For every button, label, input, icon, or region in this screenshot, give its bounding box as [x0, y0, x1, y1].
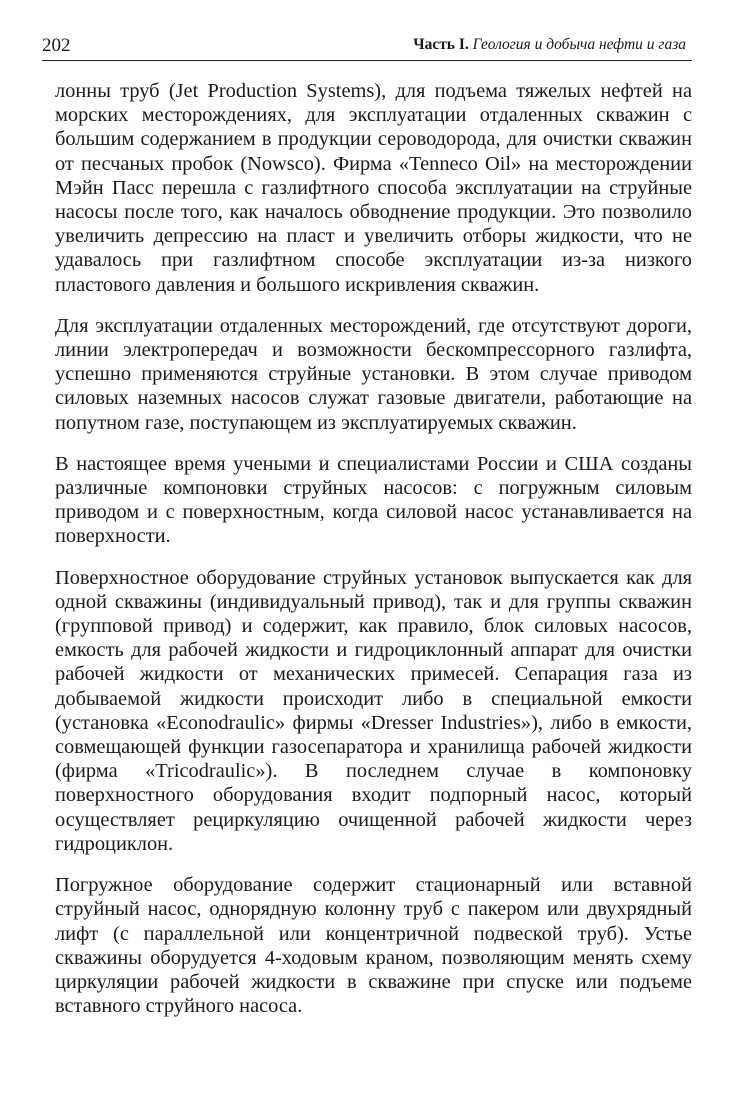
paragraph-2: Для эксплуатации отдаленных месторождений, где отсутствуют дороги, линии электропередач и возможности бескомпрессорного газлифта, успешно применяются струйные установки. В этом случае приводом силовых наземных насосов служат газовые двигатели, работающие на попутном газе, поступающем из эксплуатируемых скважин. [55, 314, 692, 434]
running-header [42, 34, 692, 61]
paragraph-5: Погружное оборудование содержит стационарный или вставной струйный насос, однорядную колонну труб с пакером или двухрядный лифт (с параллельной или концентричной подвеской труб). Устье скважины оборудуется 4-ходовым краном, позволяющим менять схему циркуляции рабочей жидкости в скважине при спуске или подъеме вставного струйного насоса. [55, 874, 692, 1018]
chapter-title: Геология и добыча нефти и газа [472, 36, 686, 53]
paragraph-3: В настоящее время учеными и специалистами России и США созданы различные компоновки струйных насосов: с погружным силовым приводом и с поверхностным, когда силовой насос устанавливается на поверхности. [55, 452, 692, 548]
part-label: Часть I. [413, 36, 469, 53]
page-body [55, 79, 692, 1035]
page-number: 202 [42, 35, 71, 56]
running-head [413, 36, 686, 54]
paragraph-4: Поверхностное оборудование струйных установок выпускается как для одной скважины (индивидуальный привод), так и для группы скважин (групповой привод) и содержит, как правило, блок силовых насосов, емкость для рабочей жидкости и гидроциклонный аппарат для очистки рабочей жидкости от механических примесей. Сепарация газа из добываемой жидкости происходит либо в специальной емкости (установка «Econodraulic» фирмы «Dresser Industries»), либо в емкости, совмещающей функции газосепаратора и хранилища рабочей жидкости (фирма «Tricodraulic»). В последнем случае в компоновку поверхностного оборудования входит подпорный насос, который осуществляет рециркуляцию очищенной рабочей жидкости через гидроциклон. [55, 566, 692, 855]
paragraph-1: лонны труб (Jet Production Systems), для подъема тяжелых нефтей на морских месторождениях, для эксплуатации отдаленных скважин с большим содержанием в продукции сероводорода, для очистки скважин от песчаных пробок (Nowsco). Фирма «Tennеco Oil» на месторождении Мэйн Пасс перешла с газлифтного способа эксплуатации на струйные насосы после того, как началось обводнение продукции. Это позволило увеличить депрессию на пласт и увеличить отборы жидкости, что не удавалось при газлифтном способе эксплуатации из-за низкого пластового давления и большого искривления скважин. [55, 80, 692, 296]
